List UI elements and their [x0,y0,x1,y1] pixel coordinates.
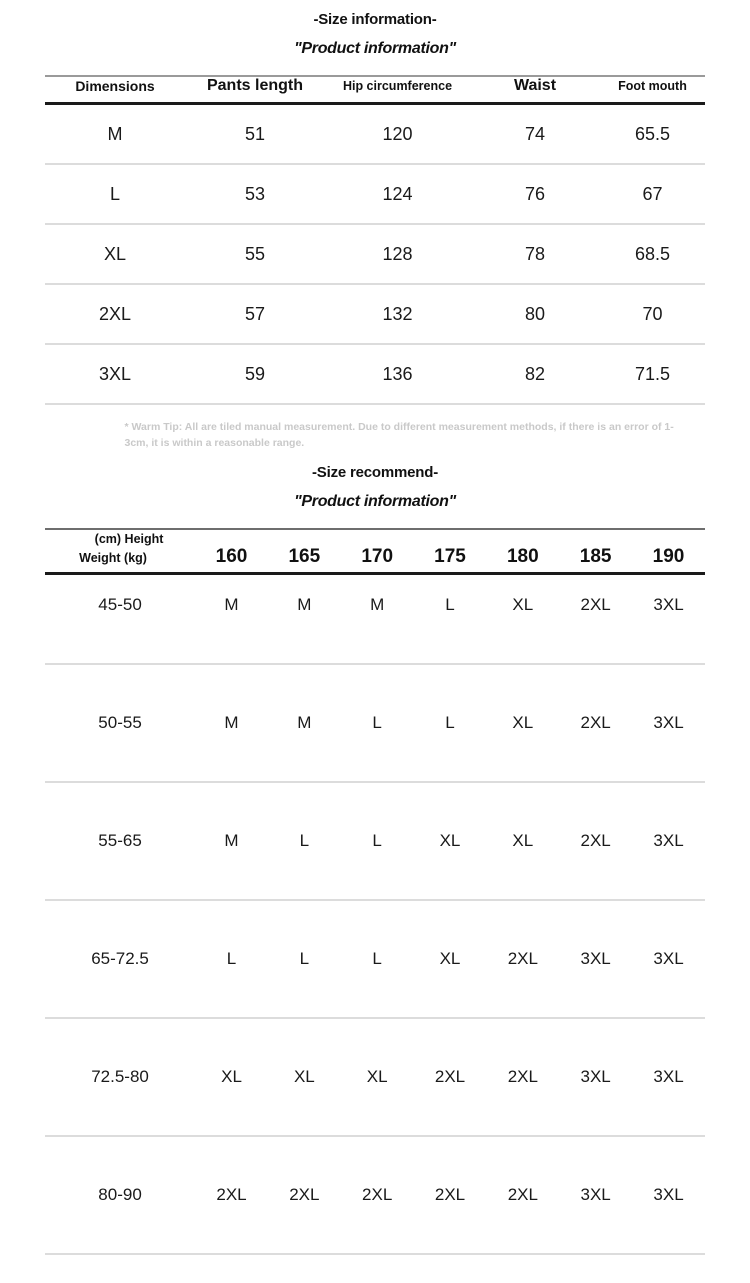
cell-recommended-size: XL [512,830,534,850]
size-table-header-dimensions: Dimensions [75,78,155,94]
cell-waist: 82 [524,363,546,384]
cell-pants-length: 59 [244,363,266,384]
cell-weight-range: 45-50 [98,594,142,614]
row-divider [45,988,705,1047]
cell-recommended-size: XL [512,712,534,732]
cell-recommended-size: XL [293,1066,315,1086]
cell-hip: 132 [382,303,413,324]
size-recommend-title: -Size recommend- [312,463,438,481]
cell-recommended-size: 2XL [507,948,538,968]
cell-recommended-size: 3XL [580,1184,611,1204]
cell-recommended-size: 3XL [653,948,684,968]
cell-foot-mouth: 68.5 [634,243,671,264]
cell-recommended-size: 2XL [216,1184,247,1204]
cell-recommended-size: L [372,712,382,732]
cell-recommended-size: L [372,830,382,850]
cell-recommended-size: 3XL [580,1066,611,1086]
cell-waist: 76 [524,183,546,204]
size-recommend-table [45,530,705,573]
cell-recommended-size: M [370,594,385,614]
size-information-subtitle: "Product information" [294,40,456,57]
cell-recommended-size: M [224,594,239,614]
cell-recommended-size: 2XL [507,1184,538,1204]
row-divider [45,752,705,811]
table-row [45,693,705,752]
cell-recommended-size: 2XL [289,1184,320,1204]
cell-recommended-size: 3XL [580,948,611,968]
cell-recommended-size: L [299,948,310,968]
row-divider [45,634,705,693]
cell-recommended-size: XL [439,830,461,850]
cell-recommended-size: L [445,712,455,732]
table-row [45,929,705,988]
size-information-title: -Size information- [313,11,437,28]
cell-recommended-size: 3XL [653,594,684,614]
cell-recommended-size: 2XL [580,830,611,850]
cell-pants-length: 53 [244,183,266,204]
recommend-header-height-170: 170 [361,546,394,568]
cell-pants-length: 57 [244,303,266,324]
cell-weight-range: 80-90 [98,1184,142,1204]
table-row [45,105,705,163]
table-row [45,811,705,870]
size-recommend-subtitle: "Product information" [294,492,456,510]
cell-weight-range: 72.5-80 [91,1066,149,1086]
cell-recommended-size: 3XL [653,1184,684,1204]
cell-recommended-size: 2XL [434,1184,466,1204]
size-recommend-table-body [45,575,705,1283]
row-divider [45,403,705,405]
size-table-header-hip-circumference: Hip circumference [342,79,453,93]
cell-recommended-size: L [299,830,310,850]
recommend-header-height-190: 190 [652,546,685,568]
row-divider [45,1224,705,1283]
recommend-header-height-185: 185 [579,546,612,568]
cell-recommended-size: 3XL [653,1066,684,1086]
table-row [45,345,705,403]
cell-recommended-size: M [224,712,239,732]
cell-foot-mouth: 71.5 [634,363,671,384]
recommend-header-height-165: 165 [288,546,321,568]
cell-foot-mouth: 70 [642,303,663,324]
cell-recommended-size: L [226,948,237,968]
table-row [45,285,705,343]
corner-weight-label: Weight (kg) [79,550,147,565]
row-divider [45,870,705,929]
cell-recommended-size: M [224,830,239,850]
cell-pants-length: 55 [244,243,266,264]
recommend-table-corner-header [45,530,195,573]
cell-hip: 120 [382,123,413,144]
corner-height-label: (cm) Height [94,531,164,546]
size-table-header-pants-length: Pants length [206,77,303,94]
recommend-table-header-row [45,530,705,573]
cell-hip: 128 [382,243,413,264]
table-row [45,575,705,634]
recommend-header-height-175: 175 [434,546,466,568]
size-information-heading [0,0,750,57]
row-divider [45,1106,705,1165]
cell-recommended-size: L [372,948,382,968]
cell-hip: 124 [382,183,413,204]
table-row [45,1165,705,1224]
cell-recommended-size: M [297,594,312,614]
cell-foot-mouth: 65.5 [634,123,671,144]
cell-hip: 136 [382,363,413,384]
size-table-header-waist: Waist [513,77,557,94]
cell-waist: 80 [524,303,546,324]
cell-recommended-size: 3XL [653,830,684,850]
cell-recommended-size: XL [366,1066,388,1086]
cell-recommended-size: XL [221,1066,242,1086]
cell-size: XL [103,243,127,264]
size-recommend-heading [0,452,750,510]
cell-recommended-size: M [297,712,312,732]
cell-pants-length: 51 [244,123,266,144]
size-table-header-row [45,77,705,102]
warm-tip-note: * Warm Tip: All are tiled manual measurement. Due to different measurement methods, if there is an error of 1-3cm, it is within a reasonable range. [124,421,674,450]
cell-recommended-size: XL [439,948,461,968]
cell-size: M [107,123,123,144]
size-information-table [45,77,705,102]
size-information-table-body [45,105,705,405]
cell-recommended-size: XL [512,594,534,614]
cell-weight-range: 65-72.5 [91,948,149,968]
table-row [45,225,705,283]
cell-size: L [109,183,120,204]
cell-waist: 74 [524,123,546,144]
cell-recommended-size: 2XL [434,1066,466,1086]
table-row [45,165,705,223]
cell-weight-range: 55-65 [98,830,142,850]
cell-recommended-size: 2XL [580,594,611,614]
cell-weight-range: 50-55 [98,712,142,732]
cell-recommended-size: 2XL [507,1066,538,1086]
cell-size: 3XL [98,363,132,384]
recommend-header-height-180: 180 [506,546,539,568]
cell-recommended-size: 2XL [580,712,611,732]
cell-recommended-size: 2XL [362,1184,393,1204]
recommend-header-height-160: 160 [215,546,248,568]
cell-foot-mouth: 67 [642,183,663,204]
cell-waist: 78 [524,243,546,264]
table-row [45,1047,705,1106]
cell-size: 2XL [98,303,132,324]
cell-recommended-size: 3XL [653,712,684,732]
size-table-header-foot-mouth: Foot mouth [618,79,687,93]
cell-recommended-size: L [445,594,455,614]
